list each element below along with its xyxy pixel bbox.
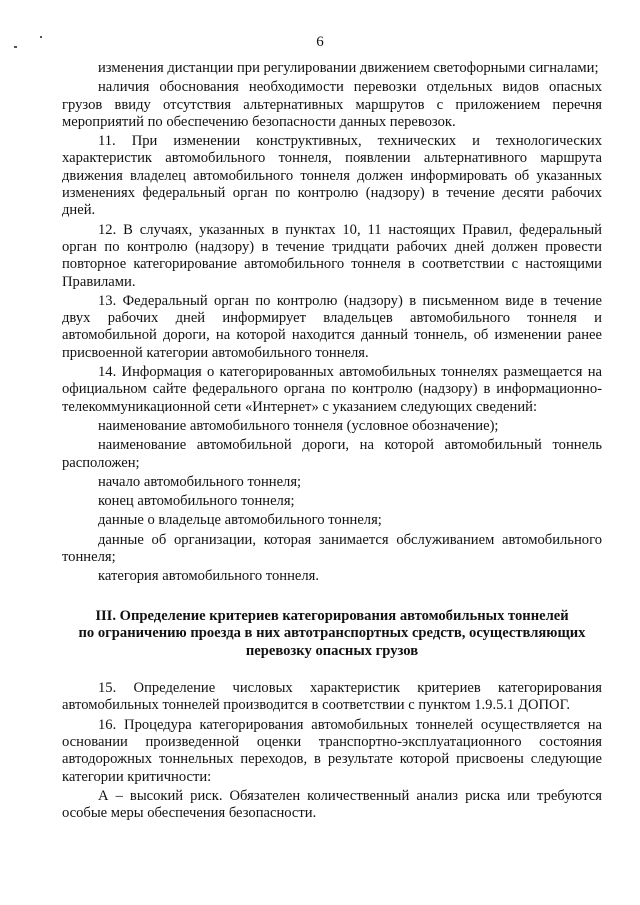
- paragraph-item-12: 12. В случаях, указанных в пунктах 10, 11 настоящих Правил, федеральный орган по контролю (надзору) в течение тридцати рабочих дней должен провести повторное категорирование автомобильного тоннеля в соответствии с настоящими Правилами.: [62, 221, 602, 290]
- paragraph-item-15: 15. Определение числовых характеристик критериев категорирования автомобильных тоннелей производится в соответствии с пунктом 1.9.5.1 ДОПОГ.: [62, 680, 602, 714]
- paragraph: наличия обоснования необходимости перевозки отдельных видов опасных грузов ввиду отсутствия альтернативных маршрутов с приложением перечня мероприятий по обеспечению безопасности данных перевозок.: [62, 79, 602, 130]
- section-heading-line: III. Определение критериев категорирования автомобильных тоннелей: [95, 607, 569, 624]
- list-entry: категория автомобильного тоннеля.: [98, 568, 320, 585]
- list-entry: данные о владельце автомобильного тоннеля;: [98, 512, 382, 529]
- paragraph-category-a: А – высокий риск. Обязателен количественный анализ риска или требуются особые меры обеспечения безопасности.: [62, 787, 602, 822]
- paragraph-item-11: 11. При изменении конструктивных, технических и технологических характеристик автомобильного тоннеля, появлении альтернативного маршрута движения владелец автомобильного тоннеля должен информировать об указанных изменениях федеральный орган по контролю (надзору) в течение десяти рабочих дней.: [62, 133, 602, 219]
- section-heading-line: по ограничению проезда в них автотранспортных средств, осуществляющих: [78, 625, 586, 642]
- section-heading: [62, 608, 602, 661]
- list-entry: наименование автомобильной дороги, на которой автомобильный тоннель расположен;: [62, 437, 602, 471]
- section-heading-line: перевозку опасных грузов: [245, 642, 419, 659]
- paragraph-item-16: 16. Процедура категорирования автомобильных тоннелей осуществляется на основании произведенной оценки транспортно-эксплуатационного состояния автодорожных тоннельных переходов, в результате которой присвоены следующие категории критичности:: [62, 716, 602, 785]
- list-entry: начало автомобильного тоннеля;: [98, 473, 302, 490]
- paragraph-item-14: 14. Информация о категорированных автомобильных тоннелях размещается на официальном сайте федерального органа по контролю (надзору) в информационно-телекоммуникационной сети «Интернет» с указанием следующих сведений:: [62, 364, 602, 415]
- list-entry: наименование автомобильного тоннеля (условное обозначение);: [98, 417, 499, 434]
- paragraph: изменения дистанции при регулировании движением светофорными сигналами;: [98, 60, 599, 76]
- list-entry: данные об организации, которая занимается обслуживанием автомобильного тоннеля;: [62, 531, 602, 566]
- list-entry: конец автомобильного тоннеля;: [98, 493, 295, 510]
- page-number: 6: [316, 34, 324, 50]
- document-body: [62, 60, 602, 824]
- paragraph-item-13: 13. Федеральный орган по контролю (надзору) в письменном виде в течение двух рабочих дней информирует владельцев автомобильного тоннеля и автомобильной дороги, на которой находится данный тоннель, об изменении ранее присвоенной категории автомобильного тоннеля.: [62, 292, 602, 361]
